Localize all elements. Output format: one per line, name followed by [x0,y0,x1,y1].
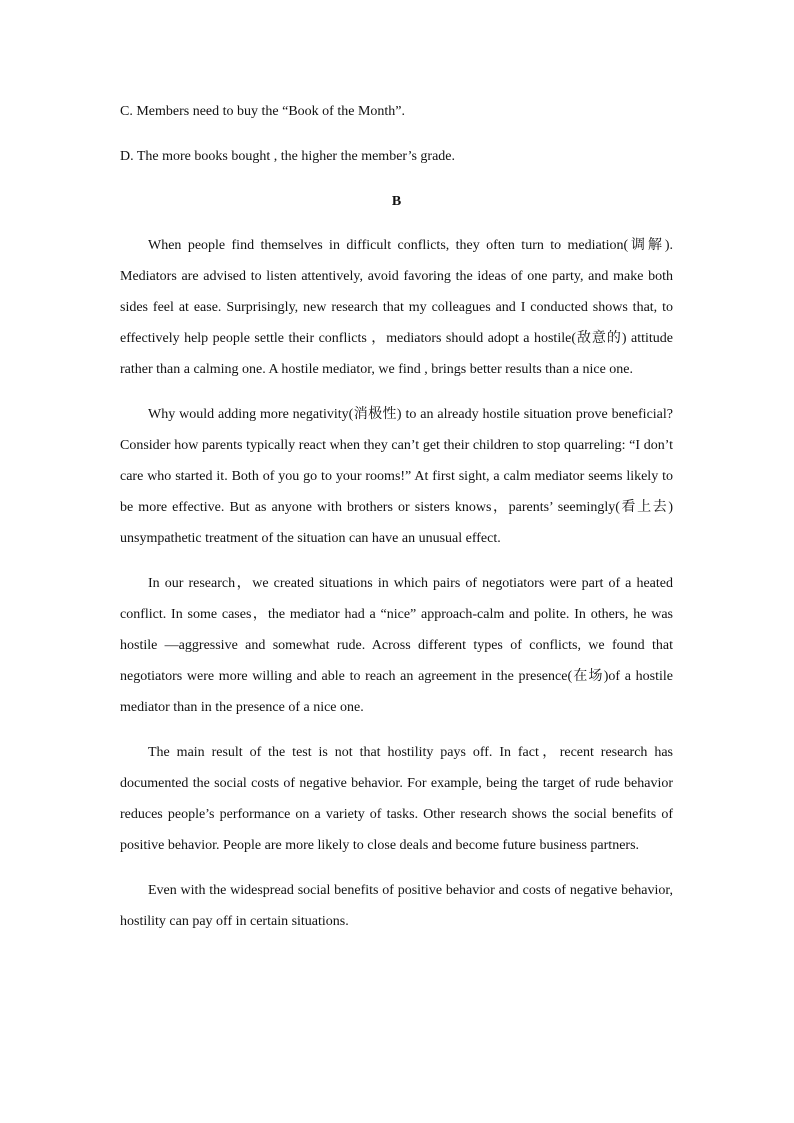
section-title: B [391,194,402,209]
paragraph-1: When people find themselves in difficult conflicts, they often turn to mediation(调解). Mediators are advised to listen attentively, avoid favoring the ideas of one party, and make both sides feel at ease. Surprisingly, new research that my colleagues and I conducted shows that, to effectively help people settle their conflicts ，mediators should adopt a hostile(敌意的) attitude rather than a calming one. A hostile mediator, we find , brings better results than a nice one. [120,238,673,377]
answer-option-d: D. The more books bought , the higher the member’s grade. [120,149,456,164]
paragraph-3: In our research，we created situations in which pairs of negotiators were part of a heated conflict. In some cases，the mediator had a “nice” approach-calm and polite. In others, he was hostile —aggressive and somewhat rude. Across different types of conflicts, we found that negotiators were more willing and able to reach an agreement in the presence(在场)of a hostile mediator than in the presence of a nice one. [120,576,673,715]
document-page [120,96,673,951]
paragraph-2: Why would adding more negativity(消极性) to an already hostile situation prove beneficial? Consider how parents typically react when they can’t get their children to stop quarreling: “I don’t care who started it. Both of you go to your rooms!” At first sight, a calm mediator seems likely to be more effective. But as anyone with brothers or sisters knows，parents’ seemingly(看上去) unsympathetic treatment of the situation can have an unusual effect. [120,407,673,546]
paragraph-4: The main result of the test is not that hostility pays off. In fact，recent research has documented the social costs of negative behavior. For example, being the target of rude behavior reduces people’s performance on a variety of tasks. Other research shows the social benefits of positive behavior. People are more likely to close deals and become future business partners. [120,745,673,853]
answer-option-c: C. Members need to buy the “Book of the Month”. [120,104,406,119]
paragraph-5: Even with the widespread social benefits of positive behavior and costs of negative behavior, hostility can pay off in certain situations. [120,883,673,929]
